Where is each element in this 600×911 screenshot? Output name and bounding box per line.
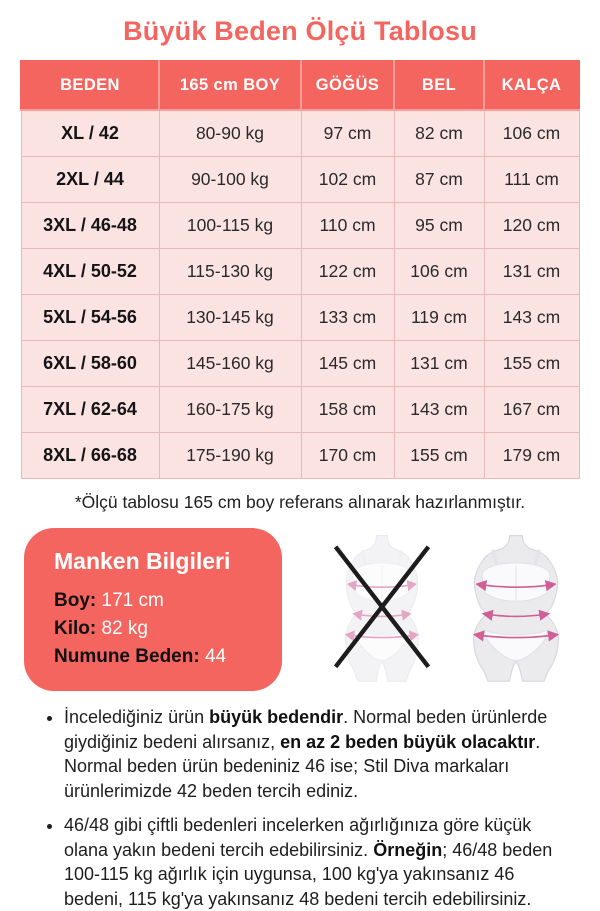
field-value: 171 cm bbox=[101, 590, 164, 611]
text-segment: en az 2 beden büyük olacaktır bbox=[280, 731, 536, 752]
info-bullet-sizing bbox=[64, 705, 562, 803]
measurement-cell: 131 cm bbox=[484, 249, 579, 295]
field-label: Numune Beden bbox=[54, 646, 194, 667]
header-kalca: KALÇA bbox=[484, 61, 579, 110]
measurement-cell: 170 cm bbox=[301, 433, 394, 479]
field-separator: : bbox=[89, 618, 102, 639]
text-segment: 46/48 gibi çiftli bedenleri incelerken ağırlığınıza göre küçük olana yakın bedeni tercih edebilirsiniz. bbox=[64, 815, 532, 860]
measurement-cell: 155 cm bbox=[394, 433, 484, 479]
plus-size-figure-body bbox=[474, 536, 559, 682]
table-row bbox=[21, 387, 579, 433]
measurement-cell: 131 cm bbox=[394, 341, 484, 387]
table-row bbox=[21, 157, 579, 203]
crossed-out-slim-figure-icon bbox=[330, 534, 434, 682]
page-title: Büyük Beden Ölçü Tablosu bbox=[123, 16, 477, 46]
measurement-cell: 122 cm bbox=[301, 249, 394, 295]
size-table-body bbox=[21, 110, 579, 479]
text-segment: İncelediğiniz ürün bbox=[64, 707, 210, 727]
measurement-cell: 115-130 kg bbox=[159, 249, 301, 295]
measurement-cell: 87 cm bbox=[394, 157, 484, 203]
measurement-cell: 82 cm bbox=[394, 110, 484, 157]
measurement-cell: 179 cm bbox=[484, 433, 579, 479]
table-row bbox=[21, 433, 579, 479]
measurement-cell: 145-160 kg bbox=[159, 341, 301, 387]
header-boy: 165 cm BOY bbox=[159, 61, 301, 110]
measurement-cell: 120 cm bbox=[484, 203, 579, 249]
model-height-row bbox=[54, 587, 268, 615]
size-table bbox=[20, 60, 580, 479]
measurement-cell: 155 cm bbox=[484, 341, 579, 387]
model-info-title: Manken Bilgileri bbox=[54, 548, 231, 574]
field-label: Boy bbox=[54, 590, 90, 611]
table-row bbox=[21, 341, 579, 387]
measurement-cell: 90-100 kg bbox=[159, 157, 301, 203]
measurement-cell: 160-175 kg bbox=[159, 387, 301, 433]
table-row bbox=[21, 203, 579, 249]
measurement-cell: 102 cm bbox=[301, 157, 394, 203]
measurement-cell: 110 cm bbox=[301, 203, 394, 249]
field-value: 82 kg bbox=[101, 618, 148, 639]
text-segment: büyük bedendir bbox=[209, 707, 344, 727]
figure-illustrations bbox=[318, 534, 580, 682]
header-gogus: GÖĞÜS bbox=[301, 61, 394, 110]
measurement-cell: 143 cm bbox=[484, 295, 579, 341]
size-table-header bbox=[21, 61, 579, 110]
size-label-cell: 3XL / 46-48 bbox=[21, 203, 159, 249]
model-weight-row bbox=[54, 615, 268, 643]
measurement-cell: 133 cm bbox=[301, 295, 394, 341]
field-separator: : bbox=[89, 590, 102, 611]
model-info-box bbox=[24, 528, 282, 691]
text-segment: ; 46/48 beden 100-115 kg ağırlık için uygunsa, 100 kg'ya yakınsanız 46 bedeni, 115 kg'ya yakınsanız 48 bedeni tercih edebilirsiniz. bbox=[64, 839, 553, 909]
measurement-cell: 97 cm bbox=[301, 110, 394, 157]
plus-size-measured-figure-icon bbox=[464, 534, 568, 682]
size-label-cell: 7XL / 62-64 bbox=[21, 387, 159, 433]
size-label-cell: 2XL / 44 bbox=[21, 157, 159, 203]
text-segment: . Normal beden ürün bedeniniz 46 ise; Stil Diva markaları ürünlerimizde 42 beden tercih ediniz. bbox=[64, 731, 541, 801]
measurement-cell: 175-190 kg bbox=[159, 433, 301, 479]
field-value: 44 bbox=[204, 646, 227, 667]
measurement-cell: 106 cm bbox=[484, 110, 579, 157]
table-row bbox=[21, 249, 579, 295]
header-row bbox=[21, 61, 579, 110]
header-bel: BEL bbox=[394, 61, 484, 110]
size-label-cell: 6XL / 58-60 bbox=[21, 341, 159, 387]
model-info-section bbox=[24, 528, 580, 691]
field-label: Kilo bbox=[54, 618, 90, 639]
measurement-cell: 119 cm bbox=[394, 295, 484, 341]
size-label-cell: 4XL / 50-52 bbox=[21, 249, 159, 295]
measurement-cell: 80-90 kg bbox=[159, 110, 301, 157]
text-segment: . Normal beden ürünlerde giydiğiniz bedeni alırsanız, bbox=[64, 707, 548, 752]
measurement-cell: 143 cm bbox=[394, 387, 484, 433]
measurement-cell: 100-115 kg bbox=[159, 203, 301, 249]
size-label-cell: 8XL / 66-68 bbox=[21, 433, 159, 479]
info-bullet-list bbox=[42, 705, 562, 911]
measurement-cell: 95 cm bbox=[394, 203, 484, 249]
measurement-cell: 130-145 kg bbox=[159, 295, 301, 341]
info-bullet-double-sizes bbox=[64, 813, 562, 911]
size-label-cell: XL / 42 bbox=[21, 110, 159, 157]
header-beden: BEDEN bbox=[21, 61, 159, 110]
measurement-cell: 167 cm bbox=[484, 387, 579, 433]
measurement-cell: 158 cm bbox=[301, 387, 394, 433]
table-row bbox=[21, 110, 579, 157]
measurement-cell: 106 cm bbox=[394, 249, 484, 295]
reference-note: *Ölçü tablosu 165 cm boy referans alınarak hazırlanmıştır. bbox=[74, 492, 526, 512]
field-separator: : bbox=[193, 646, 205, 667]
text-segment: Örneğin bbox=[373, 839, 443, 860]
model-sample-size-row bbox=[54, 643, 268, 671]
size-label-cell: 5XL / 54-56 bbox=[21, 295, 159, 341]
table-row bbox=[21, 295, 579, 341]
measurement-cell: 145 cm bbox=[301, 341, 394, 387]
measurement-cell: 111 cm bbox=[484, 157, 579, 203]
